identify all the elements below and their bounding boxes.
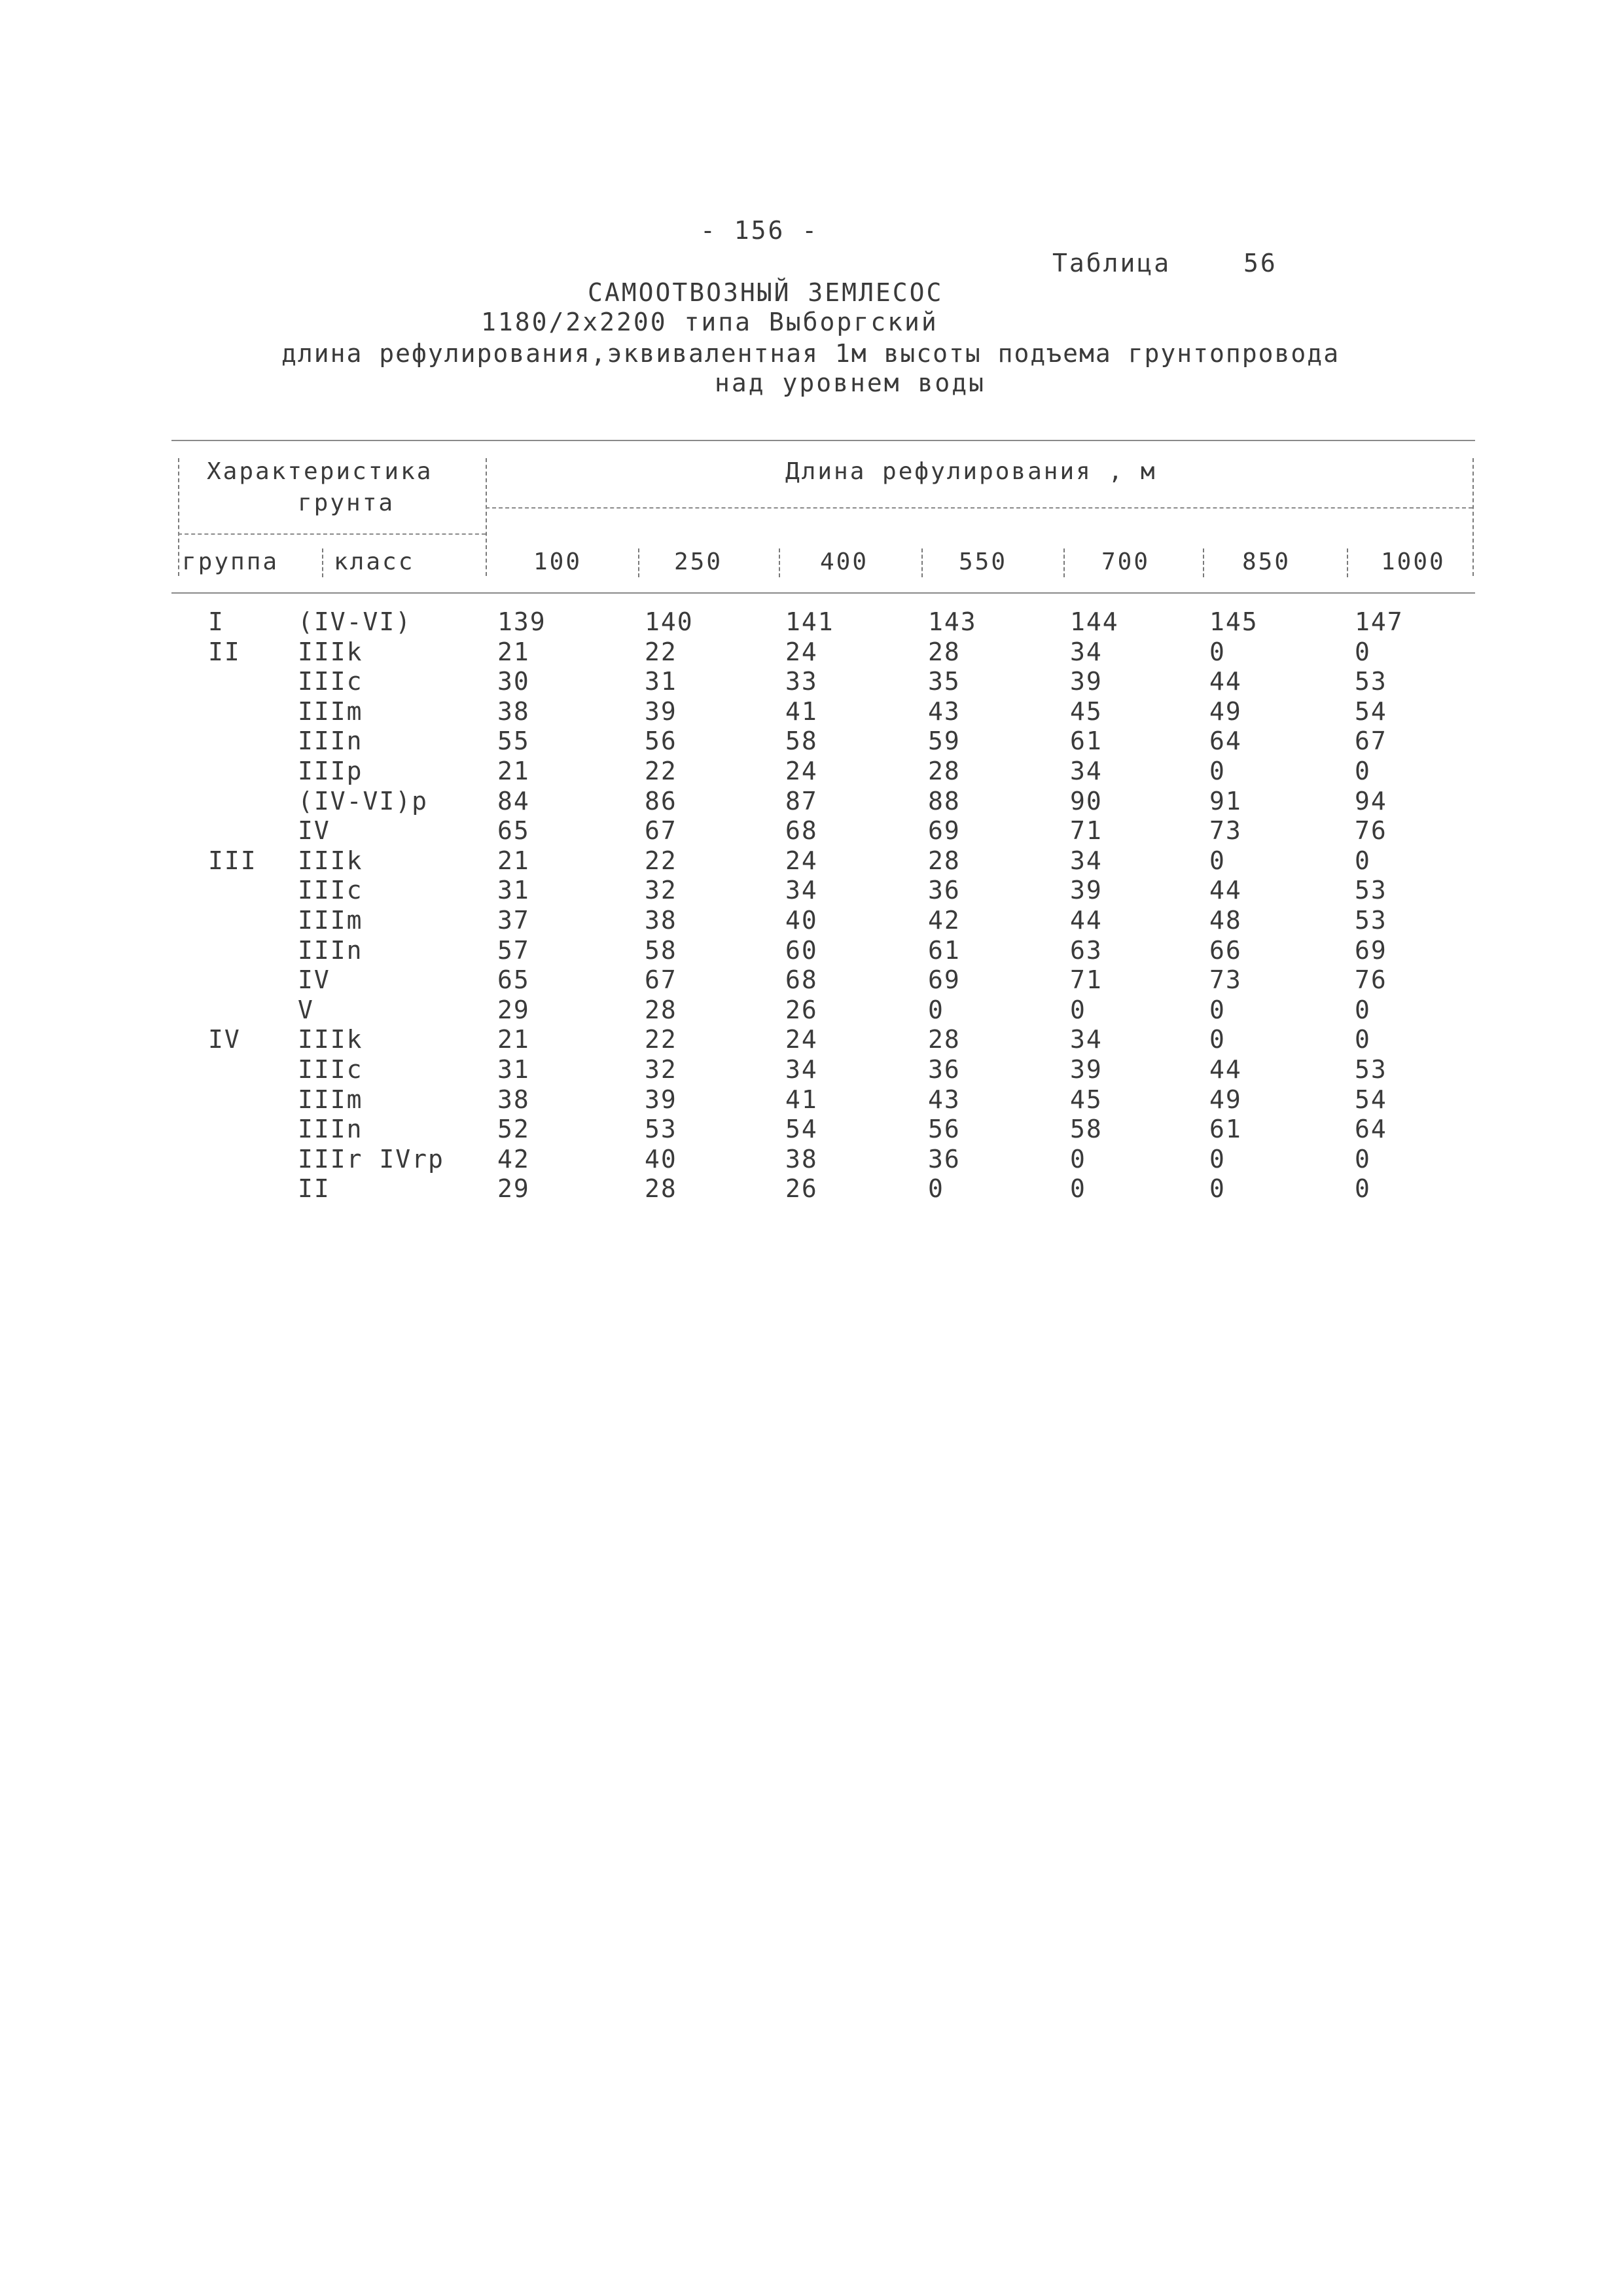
- header-column-divider: [779, 548, 780, 577]
- value-cell: 45: [1070, 697, 1103, 726]
- value-cell: 28: [928, 1025, 961, 1054]
- value-cell: 61: [1209, 1115, 1242, 1143]
- title-line-1: САМООТВОЗНЫЙ ЗЕМЛЕСОС: [588, 278, 944, 307]
- title-line-3: длина рефулирования,эквивалентная 1м высоты подъема грунтопровода: [281, 339, 1340, 368]
- value-cell: 32: [645, 1055, 677, 1084]
- value-cell: 44: [1209, 876, 1242, 905]
- class-cell: IIIn: [298, 936, 363, 965]
- value-cell: 24: [785, 757, 818, 785]
- value-cell: 57: [497, 936, 530, 965]
- value-cell: 26: [785, 996, 818, 1024]
- class-cell: IIIm: [298, 1085, 363, 1114]
- value-cell: 65: [497, 816, 530, 845]
- value-cell: 59: [928, 726, 961, 755]
- value-cell: 0: [928, 996, 944, 1024]
- value-cell: 0: [1355, 1025, 1371, 1054]
- value-cell: 40: [645, 1145, 677, 1174]
- value-cell: 22: [645, 1025, 677, 1054]
- value-cell: 29: [497, 1174, 530, 1203]
- header-class: класс: [334, 548, 415, 575]
- value-cell: 34: [1070, 637, 1103, 666]
- value-cell: 39: [645, 1085, 677, 1114]
- value-cell: 86: [645, 787, 677, 816]
- value-cell: 58: [1070, 1115, 1103, 1143]
- value-cell: 84: [497, 787, 530, 816]
- value-cell: 0: [1355, 846, 1371, 875]
- header-column-divider: [1347, 548, 1348, 577]
- value-cell: 26: [785, 1174, 818, 1203]
- value-cell: 21: [497, 757, 530, 785]
- value-cell: 36: [928, 876, 961, 905]
- value-cell: 31: [645, 667, 677, 696]
- value-cell: 140: [645, 607, 694, 636]
- value-cell: 68: [785, 816, 818, 845]
- header-group: группа: [182, 548, 279, 575]
- value-cell: 63: [1070, 936, 1103, 965]
- value-cell: 24: [785, 1025, 818, 1054]
- title-line-4: над уровнем воды: [715, 368, 986, 397]
- value-cell: 39: [1070, 1055, 1103, 1084]
- value-cell: 0: [1209, 757, 1226, 785]
- value-cell: 60: [785, 936, 818, 965]
- value-cell: 61: [1070, 726, 1103, 755]
- value-cell: 34: [785, 1055, 818, 1084]
- value-cell: 94: [1355, 787, 1387, 816]
- value-cell: 53: [1355, 667, 1387, 696]
- value-cell: 0: [1355, 996, 1371, 1024]
- table-label: Таблица: [1052, 249, 1171, 278]
- header-left-border: [178, 458, 179, 576]
- value-cell: 29: [497, 996, 530, 1024]
- value-cell: 76: [1355, 965, 1387, 994]
- value-cell: 56: [645, 726, 677, 755]
- value-cell: 33: [785, 667, 818, 696]
- value-cell: 71: [1070, 965, 1103, 994]
- header-characteristic: Характеристика: [207, 458, 433, 485]
- value-cell: 53: [645, 1115, 677, 1143]
- value-cell: 71: [1070, 816, 1103, 845]
- value-cell: 21: [497, 846, 530, 875]
- value-cell: 54: [785, 1115, 818, 1143]
- header-bottom-rule: [171, 592, 1475, 594]
- value-cell: 24: [785, 637, 818, 666]
- value-cell: 0: [1070, 1145, 1086, 1174]
- value-cell: 0: [1355, 1145, 1371, 1174]
- class-cell: V: [298, 996, 314, 1024]
- value-cell: 30: [497, 667, 530, 696]
- value-cell: 43: [928, 697, 961, 726]
- group-cell: I: [208, 607, 224, 636]
- value-cell: 143: [928, 607, 977, 636]
- value-cell: 56: [928, 1115, 961, 1143]
- value-cell: 37: [497, 906, 530, 935]
- header-length-1000: 1000: [1381, 548, 1446, 575]
- header-column-divider: [921, 548, 923, 577]
- value-cell: 38: [785, 1145, 818, 1174]
- value-cell: 90: [1070, 787, 1103, 816]
- value-cell: 39: [645, 697, 677, 726]
- value-cell: 139: [497, 607, 546, 636]
- header-group-class-divider: [486, 458, 487, 576]
- value-cell: 41: [785, 697, 818, 726]
- value-cell: 141: [785, 607, 834, 636]
- class-cell: IIIc: [298, 1055, 363, 1084]
- value-cell: 22: [645, 757, 677, 785]
- value-cell: 69: [1355, 936, 1387, 965]
- class-cell: IIIk: [298, 846, 363, 875]
- value-cell: 68: [785, 965, 818, 994]
- value-cell: 69: [928, 965, 961, 994]
- title-line-2: 1180/2x2200 типа Выборгский: [481, 308, 938, 336]
- value-cell: 48: [1209, 906, 1242, 935]
- value-cell: 91: [1209, 787, 1242, 816]
- header-length-caption: Длина рефулирования , м: [785, 458, 1157, 485]
- header-length-250: 250: [674, 548, 723, 575]
- header-characteristic-rule: [178, 533, 486, 535]
- value-cell: 44: [1070, 906, 1103, 935]
- table-number: 56: [1243, 249, 1277, 278]
- value-cell: 43: [928, 1085, 961, 1114]
- header-group-divider: [322, 548, 323, 577]
- value-cell: 49: [1209, 697, 1242, 726]
- value-cell: 64: [1209, 726, 1242, 755]
- class-cell: IIIm: [298, 697, 363, 726]
- value-cell: 0: [1209, 1174, 1226, 1203]
- value-cell: 39: [1070, 667, 1103, 696]
- value-cell: 147: [1355, 607, 1404, 636]
- header-column-divider: [638, 548, 639, 577]
- class-cell: IIIc: [298, 876, 363, 905]
- header-length-rule: [486, 507, 1472, 509]
- value-cell: 0: [1070, 996, 1086, 1024]
- value-cell: 144: [1070, 607, 1119, 636]
- value-cell: 58: [645, 936, 677, 965]
- value-cell: 87: [785, 787, 818, 816]
- value-cell: 44: [1209, 1055, 1242, 1084]
- value-cell: 73: [1209, 965, 1242, 994]
- value-cell: 55: [497, 726, 530, 755]
- value-cell: 31: [497, 876, 530, 905]
- value-cell: 73: [1209, 816, 1242, 845]
- value-cell: 54: [1355, 1085, 1387, 1114]
- value-cell: 54: [1355, 697, 1387, 726]
- header-column-divider: [1063, 548, 1065, 577]
- class-cell: IIIk: [298, 637, 363, 666]
- class-cell: IV: [298, 965, 330, 994]
- value-cell: 45: [1070, 1085, 1103, 1114]
- header-length-100: 100: [533, 548, 582, 575]
- value-cell: 0: [1209, 637, 1226, 666]
- value-cell: 38: [497, 1085, 530, 1114]
- value-cell: 34: [785, 876, 818, 905]
- class-cell: IIIr IVrp: [298, 1145, 444, 1174]
- header-length-550: 550: [959, 548, 1008, 575]
- value-cell: 34: [1070, 1025, 1103, 1054]
- class-cell: (IV-VI)p: [298, 787, 429, 816]
- value-cell: 42: [497, 1145, 530, 1174]
- value-cell: 67: [645, 816, 677, 845]
- value-cell: 0: [928, 1174, 944, 1203]
- value-cell: 34: [1070, 846, 1103, 875]
- table-top-rule: [171, 440, 1475, 441]
- value-cell: 38: [645, 906, 677, 935]
- value-cell: 88: [928, 787, 961, 816]
- value-cell: 34: [1070, 757, 1103, 785]
- value-cell: 0: [1209, 996, 1226, 1024]
- value-cell: 36: [928, 1055, 961, 1084]
- class-cell: IIIn: [298, 1115, 363, 1143]
- class-cell: II: [298, 1174, 330, 1203]
- value-cell: 58: [785, 726, 818, 755]
- value-cell: 0: [1209, 1025, 1226, 1054]
- value-cell: 0: [1355, 1174, 1371, 1203]
- group-cell: II: [208, 637, 241, 666]
- class-cell: (IV-VI): [298, 607, 412, 636]
- class-cell: IIIm: [298, 906, 363, 935]
- value-cell: 35: [928, 667, 961, 696]
- value-cell: 38: [497, 697, 530, 726]
- class-cell: IIIp: [298, 757, 363, 785]
- class-cell: IV: [298, 816, 330, 845]
- header-length-400: 400: [820, 548, 869, 575]
- value-cell: 67: [645, 965, 677, 994]
- value-cell: 0: [1355, 757, 1371, 785]
- value-cell: 49: [1209, 1085, 1242, 1114]
- value-cell: 0: [1070, 1174, 1086, 1203]
- value-cell: 53: [1355, 1055, 1387, 1084]
- value-cell: 22: [645, 637, 677, 666]
- header-length-850: 850: [1242, 548, 1291, 575]
- value-cell: 76: [1355, 816, 1387, 845]
- value-cell: 0: [1209, 1145, 1226, 1174]
- value-cell: 44: [1209, 667, 1242, 696]
- value-cell: 28: [928, 637, 961, 666]
- value-cell: 42: [928, 906, 961, 935]
- value-cell: 28: [928, 757, 961, 785]
- value-cell: 64: [1355, 1115, 1387, 1143]
- value-cell: 24: [785, 846, 818, 875]
- value-cell: 40: [785, 906, 818, 935]
- class-cell: IIIc: [298, 667, 363, 696]
- group-cell: IV: [208, 1025, 241, 1054]
- class-cell: IIIk: [298, 1025, 363, 1054]
- value-cell: 67: [1355, 726, 1387, 755]
- value-cell: 28: [928, 846, 961, 875]
- value-cell: 0: [1355, 637, 1371, 666]
- value-cell: 53: [1355, 876, 1387, 905]
- group-cell: III: [208, 846, 257, 875]
- value-cell: 69: [928, 816, 961, 845]
- value-cell: 32: [645, 876, 677, 905]
- class-cell: IIIn: [298, 726, 363, 755]
- value-cell: 66: [1209, 936, 1242, 965]
- value-cell: 21: [497, 637, 530, 666]
- header-right-border: [1472, 458, 1474, 576]
- value-cell: 53: [1355, 906, 1387, 935]
- value-cell: 0: [1209, 846, 1226, 875]
- header-soil: грунта: [298, 490, 395, 516]
- page-number: - 156 -: [700, 216, 819, 245]
- value-cell: 36: [928, 1145, 961, 1174]
- value-cell: 65: [497, 965, 530, 994]
- header-length-700: 700: [1101, 548, 1150, 575]
- value-cell: 61: [928, 936, 961, 965]
- value-cell: 21: [497, 1025, 530, 1054]
- value-cell: 39: [1070, 876, 1103, 905]
- header-column-divider: [1203, 548, 1204, 577]
- value-cell: 28: [645, 996, 677, 1024]
- value-cell: 52: [497, 1115, 530, 1143]
- value-cell: 31: [497, 1055, 530, 1084]
- value-cell: 28: [645, 1174, 677, 1203]
- value-cell: 22: [645, 846, 677, 875]
- value-cell: 145: [1209, 607, 1258, 636]
- value-cell: 41: [785, 1085, 818, 1114]
